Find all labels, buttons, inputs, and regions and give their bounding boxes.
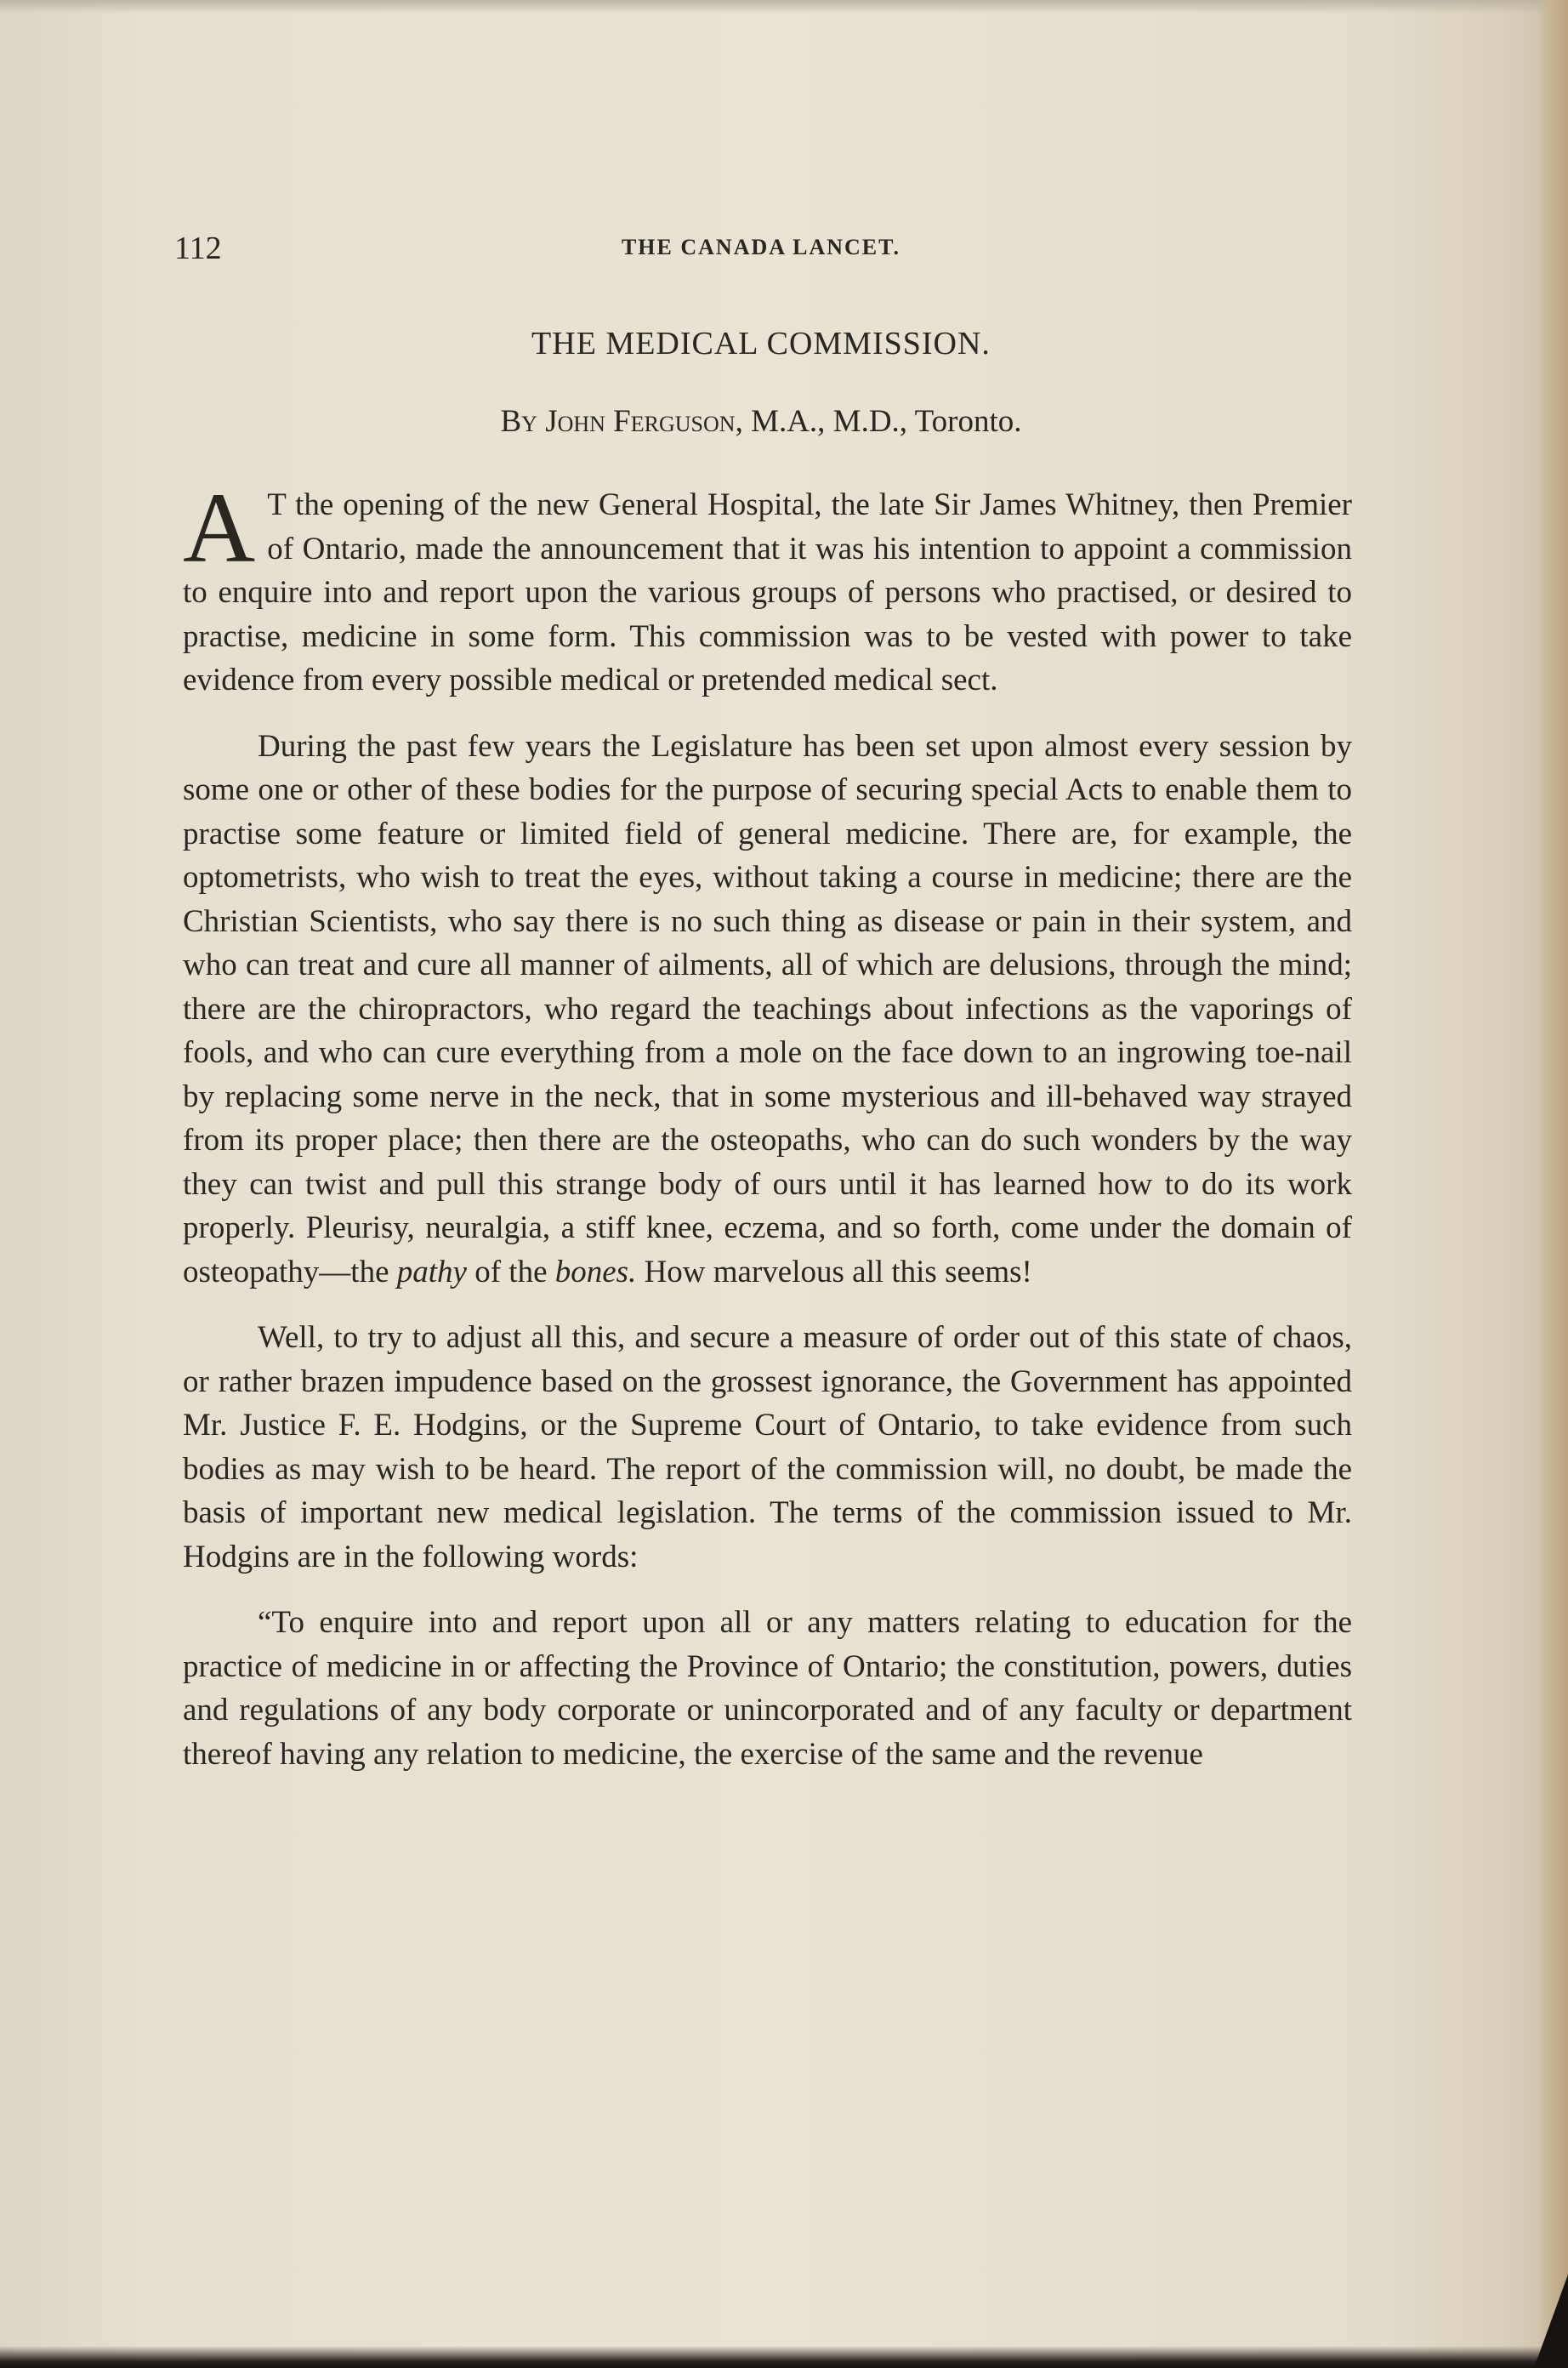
byline (174, 403, 1348, 440)
paragraph-2-text-after: How marvelous all this seems! (636, 1254, 1032, 1289)
byline-prefix: By (500, 404, 537, 439)
paragraph-4: “To enquire into and report upon all or any matters relating to education for the practice of medicine in or affecting the Province of Ontario; the constitution, powers, duties and regulations of any body corporate or unincorporated and of any faculty or department thereof having any relation to medicine, the exercise of the same and the revenue (183, 1605, 1352, 1772)
italic-pathy: pathy (396, 1254, 467, 1289)
page-top-shadow (0, 0, 1568, 14)
running-head (174, 230, 1348, 272)
page-bottom-shadow (0, 2346, 1568, 2368)
paragraph-2-text-before: During the past few years the Legislature has been set upon almost every session by some one or other of these bodies for the purpose of securing special Acts to enable them to practise some feature or limited field of general medicine. There are, for example, the optometrists, who wish to treat the eyes, without taking a course in medicine; there are the Christian Scientists, who say there is no such thing as disease or pain in their system, and who can treat and cure all manner of ailments, all of which are delusions, through the mind; there are the chiropractors, who regard the teachings about infections as the vaporings of fools, and who can cure everything from a mole on the face down to an ingrowing toe-nail by replacing some nerve in the neck, that in some mysterious and ill-behaved way strayed from its proper place; then there are the osteopaths, who can do such wonders by the way they can twist and pull this strange body of ours until it has learned how to do its work properly. Pleurisy, neuralgia, a stiff knee, eczema, and so forth, come under the domain of osteopathy—the (183, 728, 1352, 1289)
paragraph-2 (183, 725, 1352, 1295)
page-number: 112 (174, 231, 222, 266)
article-body (183, 472, 1352, 1798)
journal-title: THE CANADA LANCET. (621, 235, 901, 259)
byline-author: John Ferguson (545, 404, 736, 439)
article-title: THE MEDICAL COMMISSION. (531, 326, 991, 361)
paragraph-2-text-middle: of the (466, 1254, 555, 1289)
paragraph-3: Well, to try to adjust all this, and secure a measure of order out of this state of chaos, or rather brazen impudence based on the grossest ignorance, the Government has appointed Mr. Justice F. E. Hodgins, or the Supreme Court of Ontario, to take evidence from such bodies as may wish to be heard. The report of the commission will, no doubt, be made the basis of important new medical legislation. The terms of the commission issued to Mr. Hodgins are in the following words: (183, 1320, 1352, 1574)
drop-cap: A (183, 472, 256, 583)
paragraph-1 (183, 472, 1352, 703)
byline-credentials: , M.A., M.D., Toronto. (735, 404, 1022, 439)
paragraph-1-text: T the opening of the new General Hospital, the late Sir James Whitney, then Premier of Ontario, made the announcement that it was his intention to appoint a commission to enquire into and report upon the various groups of persons who practised, or desired to practise, medicine in some form. This commission was to be vested with power to take evidence from every possible medical or pretended medical sect. (183, 487, 1352, 697)
italic-bones: bones. (554, 1254, 637, 1289)
page-edge-shading (1536, 0, 1568, 2368)
